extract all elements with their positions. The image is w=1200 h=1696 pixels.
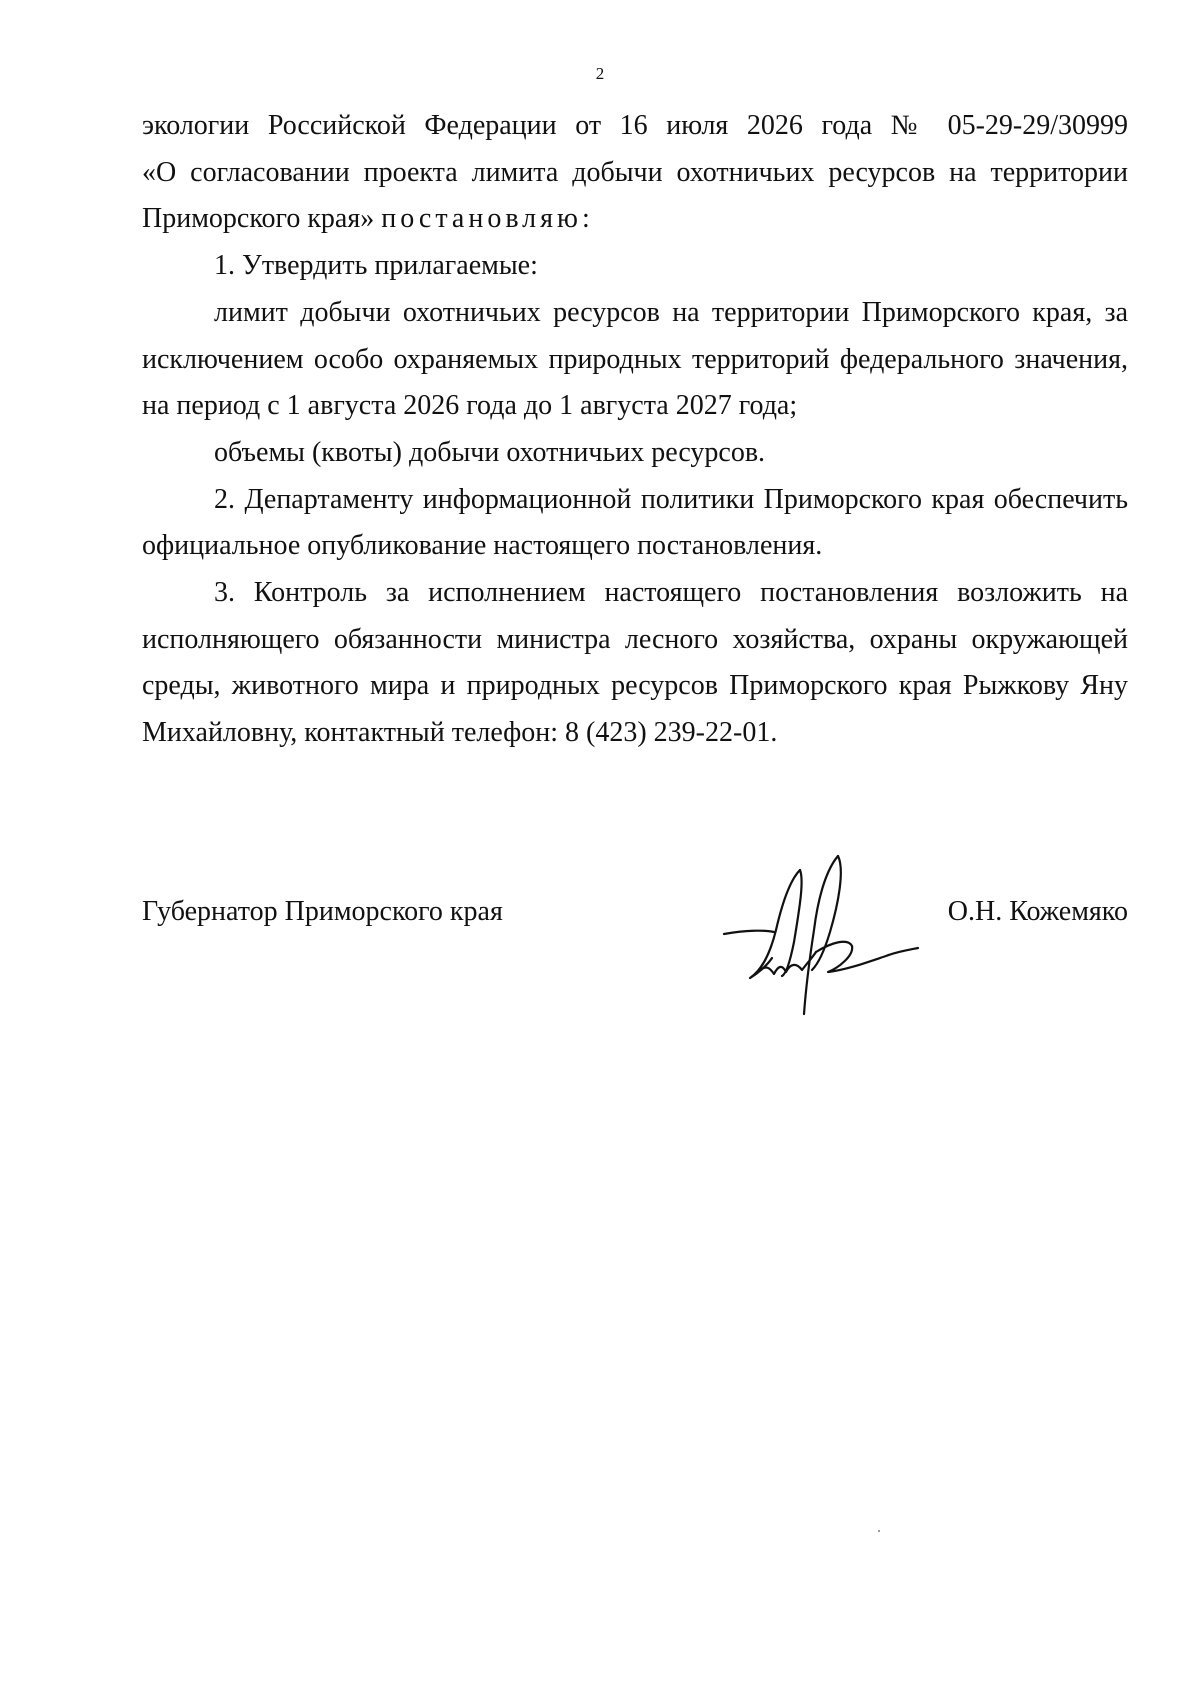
signer-name: О.Н. Кожемяко: [947, 896, 1128, 927]
signer-title: Губернатор Приморского края: [142, 896, 503, 927]
decree-word: постановляю:: [381, 203, 594, 235]
item-2: 2. Департаменту информационной политики Приморского края обеспечить официальное опубликование настоящего постановления.: [142, 483, 1128, 562]
intro-line-3: [142, 196, 1128, 243]
page-number: 2: [595, 64, 605, 83]
item-1-quotas: объемы (квоты) добычи охотничьих ресурсов.: [214, 436, 766, 468]
intro-line-1: экологии Российской Федерации от 16 июля 2026 года № 05-29-29/30999: [142, 110, 1128, 141]
scan-speck: [878, 1530, 880, 1532]
item-3: 3. Контроль за исполнением настоящего постановления возложить на исполняющего обязанности министра лесного хозяйства, охраны окружающей среды, животного мира и природных ресурсов Приморского края Рыжкову Яну Михайловну, контактный телефон: 8 (423) 239-22-01.: [142, 577, 1128, 749]
handwritten-signature: [712, 846, 932, 1021]
item-1-heading: 1. Утвердить прилагаемые:: [214, 250, 538, 282]
signature-block: [142, 880, 1128, 1020]
item-1-limit: лимит добычи охотничьих ресурсов на территории Приморского края, за исключением особо охраняемых природных территорий федерального значения, на период с 1 августа 2026 года до 1 августа 2027 года;: [142, 296, 1128, 422]
intro-line-3-prefix: Приморского края»: [142, 203, 375, 235]
document-body: [142, 103, 1128, 757]
intro-line-2: «О согласовании проекта лимита добычи охотничьих ресурсов на территории: [142, 156, 1128, 188]
